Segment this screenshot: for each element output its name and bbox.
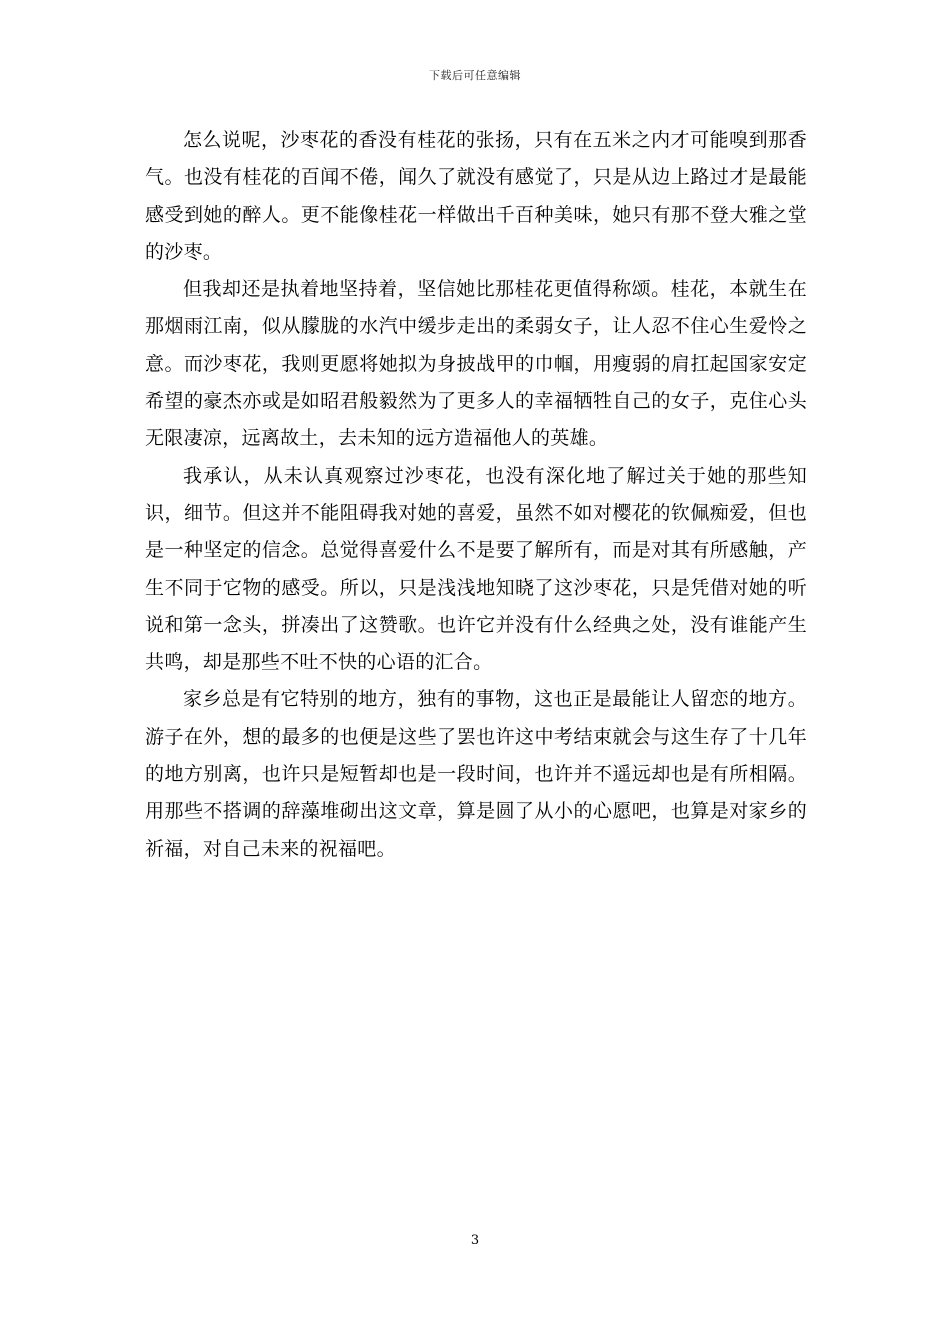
paragraph-4: 家乡总是有它特别的地方，独有的事物，这也正是最能让人留恋的地方。游子在外，想的最多的也便是这些了罢也许这中考结束就会与这生存了十几年的地方别离，也许只是短暂却也是一段时间，也许并不遥远却也是有所相隔。用那些不搭调的辞藻堆砌出这文章，算是圆了从小的心愿吧，也算是对家乡的祈福，对自己未来的祝福吧。 — [145, 688, 807, 860]
paragraph-1: 怎么说呢，沙枣花的香没有桂花的张扬，只有在五米之内才可能嗅到那香气。也没有桂花的百闻不倦，闻久了就没有感觉了，只是从边上路过才是最能感受到她的醉人。更不能像桂花一样做出千百种美味，她只有那不登大雅之堂的沙枣。 — [145, 129, 807, 263]
paragraph-2: 但我却还是执着地坚持着，坚信她比那桂花更值得称颂。桂花，本就生在那烟雨江南，似从朦胧的水汽中缓步走出的柔弱女子，让人忍不住心生爱怜之意。而沙枣花，我则更愿将她拟为身披战甲的巾帼，用瘦弱的肩扛起国家安定希望的豪杰亦或是如昭君般毅然为了更多人的幸福牺牲自己的女子，克住心头无限凄凉，远离故土，去未知的远方造福他人的英雄。 — [145, 278, 807, 450]
essay-body — [145, 122, 807, 868]
page-number: 3 — [470, 1233, 480, 1248]
paragraph-3: 我承认，从未认真观察过沙枣花，也没有深化地了解过关于她的那些知识，细节。但这并不能阻碍我对她的喜爱，虽然不如对樱花的钦佩痴爱，但也是一种坚定的信念。总觉得喜爱什么不是要了解所有，而是对其有所感触，产生不同于它物的感受。所以，只是浅浅地知晓了这沙枣花，只是凭借对她的听说和第一念头，拼凑出了这赞歌。也许它并没有什么经典之处，没有谁能产生共鸣，却是那些不吐不快的心语的汇合。 — [145, 464, 807, 674]
header-note: 下载后可任意编辑 — [429, 69, 521, 82]
